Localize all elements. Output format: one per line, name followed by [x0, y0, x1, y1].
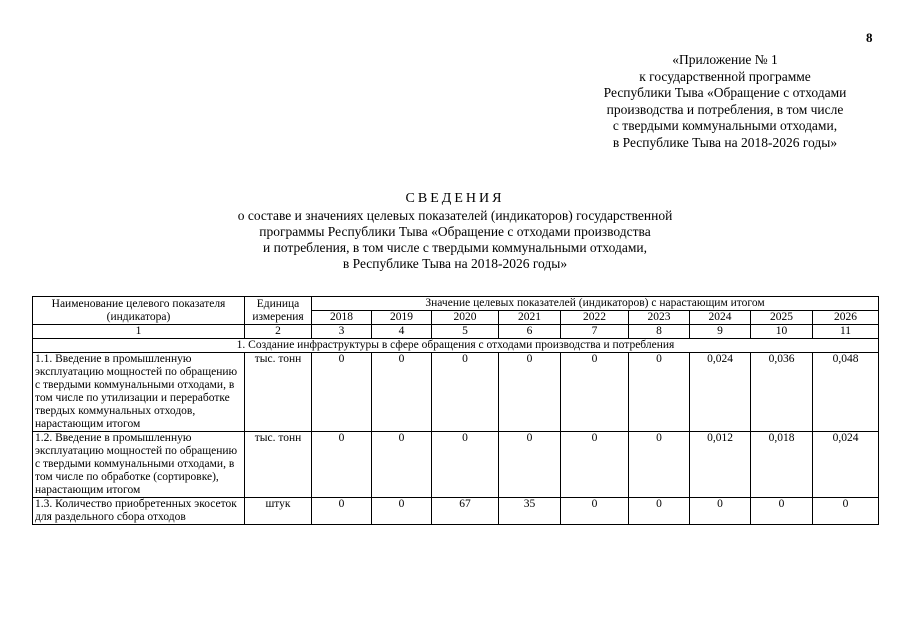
appendix-line: к государственной программе: [639, 68, 811, 84]
heading-line: программы Республики Тыва «Обращение с отходами производства: [259, 224, 651, 239]
indicator-unit: штук: [245, 498, 312, 525]
indicator-value: 0: [751, 498, 813, 525]
indicator-value: 0: [561, 432, 629, 498]
indicator-name: 1.1. Введение в промышленную эксплуатацию мощностей по обращению с твердыми коммунальными отходами, в том числе по утилизации и переработке твердых коммунальных отходов, нарастающим итогом: [33, 353, 245, 432]
appendix-line: Республики Тыва «Обращение с отходами: [603, 85, 847, 100]
column-number: 7: [561, 325, 629, 339]
indicator-value: 0,048: [813, 353, 879, 432]
header-year: 2019: [372, 311, 432, 325]
indicator-value: 0: [372, 498, 432, 525]
table-row: [33, 432, 879, 498]
indicator-value: 67: [432, 498, 499, 525]
appendix-line: производства и потребления, в том числе: [606, 101, 844, 117]
page-number: 8: [866, 30, 873, 45]
column-number: 3: [312, 325, 372, 339]
header-year: 2026: [813, 311, 879, 325]
header-year: 2020: [432, 311, 499, 325]
indicator-value: 0: [629, 353, 690, 432]
section-row: 1. Создание инфраструктуры в сфере обращения с отходами производства и потребления: [33, 339, 879, 353]
indicator-value: 0: [561, 353, 629, 432]
indicator-value: 0: [372, 432, 432, 498]
appendix-note: [560, 52, 890, 151]
indicator-value: 0: [432, 432, 499, 498]
column-number: 11: [813, 325, 879, 339]
indicator-value: 0,036: [751, 353, 813, 432]
appendix-line: «Приложение № 1: [672, 52, 778, 67]
indicator-value: 0: [629, 498, 690, 525]
heading-line: о составе и значениях целевых показателей (индикаторов) государственной: [237, 208, 673, 223]
indicator-unit: тыс. тонн: [245, 432, 312, 498]
column-number: 5: [432, 325, 499, 339]
document-title: СВЕДЕНИЯ: [405, 191, 505, 206]
heading-line: в Республике Тыва на 2018-2026 годы»: [342, 256, 568, 271]
indicator-value: 0: [312, 432, 372, 498]
column-number: 4: [372, 325, 432, 339]
indicator-value: 35: [499, 498, 561, 525]
indicator-value: 0: [499, 353, 561, 432]
document-heading: [150, 190, 760, 272]
indicator-name: 1.3. Количество приобретенных экосеток для раздельного сбора отходов: [33, 498, 245, 525]
header-year: 2018: [312, 311, 372, 325]
indicator-unit: тыс. тонн: [245, 353, 312, 432]
header-unit: Единица измерения: [245, 297, 312, 325]
column-number: 8: [629, 325, 690, 339]
indicator-value: 0,024: [813, 432, 879, 498]
indicator-value: 0,024: [690, 353, 751, 432]
header-values-group: Значение целевых показателей (индикаторов) с нарастающим итогом: [312, 297, 879, 311]
table-row: [33, 353, 879, 432]
indicator-value: 0,012: [690, 432, 751, 498]
header-year: 2023: [629, 311, 690, 325]
indicator-value: 0: [561, 498, 629, 525]
header-name: Наименование целевого показателя (индикатора): [33, 297, 245, 325]
table-row: [33, 498, 879, 525]
header-year: 2024: [690, 311, 751, 325]
appendix-line: в Республике Тыва на 2018-2026 годы»: [612, 134, 838, 150]
indicator-value: 0,018: [751, 432, 813, 498]
column-number: 10: [751, 325, 813, 339]
indicator-value: 0: [690, 498, 751, 525]
column-number: 1: [33, 325, 245, 339]
indicator-value: 0: [432, 353, 499, 432]
column-number: 9: [690, 325, 751, 339]
appendix-line: с твердыми коммунальными отходами,: [612, 118, 838, 133]
indicator-value: 0: [813, 498, 879, 525]
indicator-value: 0: [312, 353, 372, 432]
indicator-value: 0: [499, 432, 561, 498]
header-year: 2022: [561, 311, 629, 325]
indicator-value: 0: [372, 353, 432, 432]
indicator-value: 0: [312, 498, 372, 525]
indicator-name: 1.2. Введение в промышленную эксплуатацию мощностей по обращению с твердыми коммунальными отходами, в том числе по обработке (сортировке), нарастающим итогом: [33, 432, 245, 498]
header-year: 2021: [499, 311, 561, 325]
column-number: 6: [499, 325, 561, 339]
indicator-value: 0: [629, 432, 690, 498]
column-number: 2: [245, 325, 312, 339]
header-year: 2025: [751, 311, 813, 325]
indicators-table: [32, 296, 879, 525]
heading-line: и потребления, в том числе с твердыми коммунальными отходами,: [262, 240, 647, 255]
